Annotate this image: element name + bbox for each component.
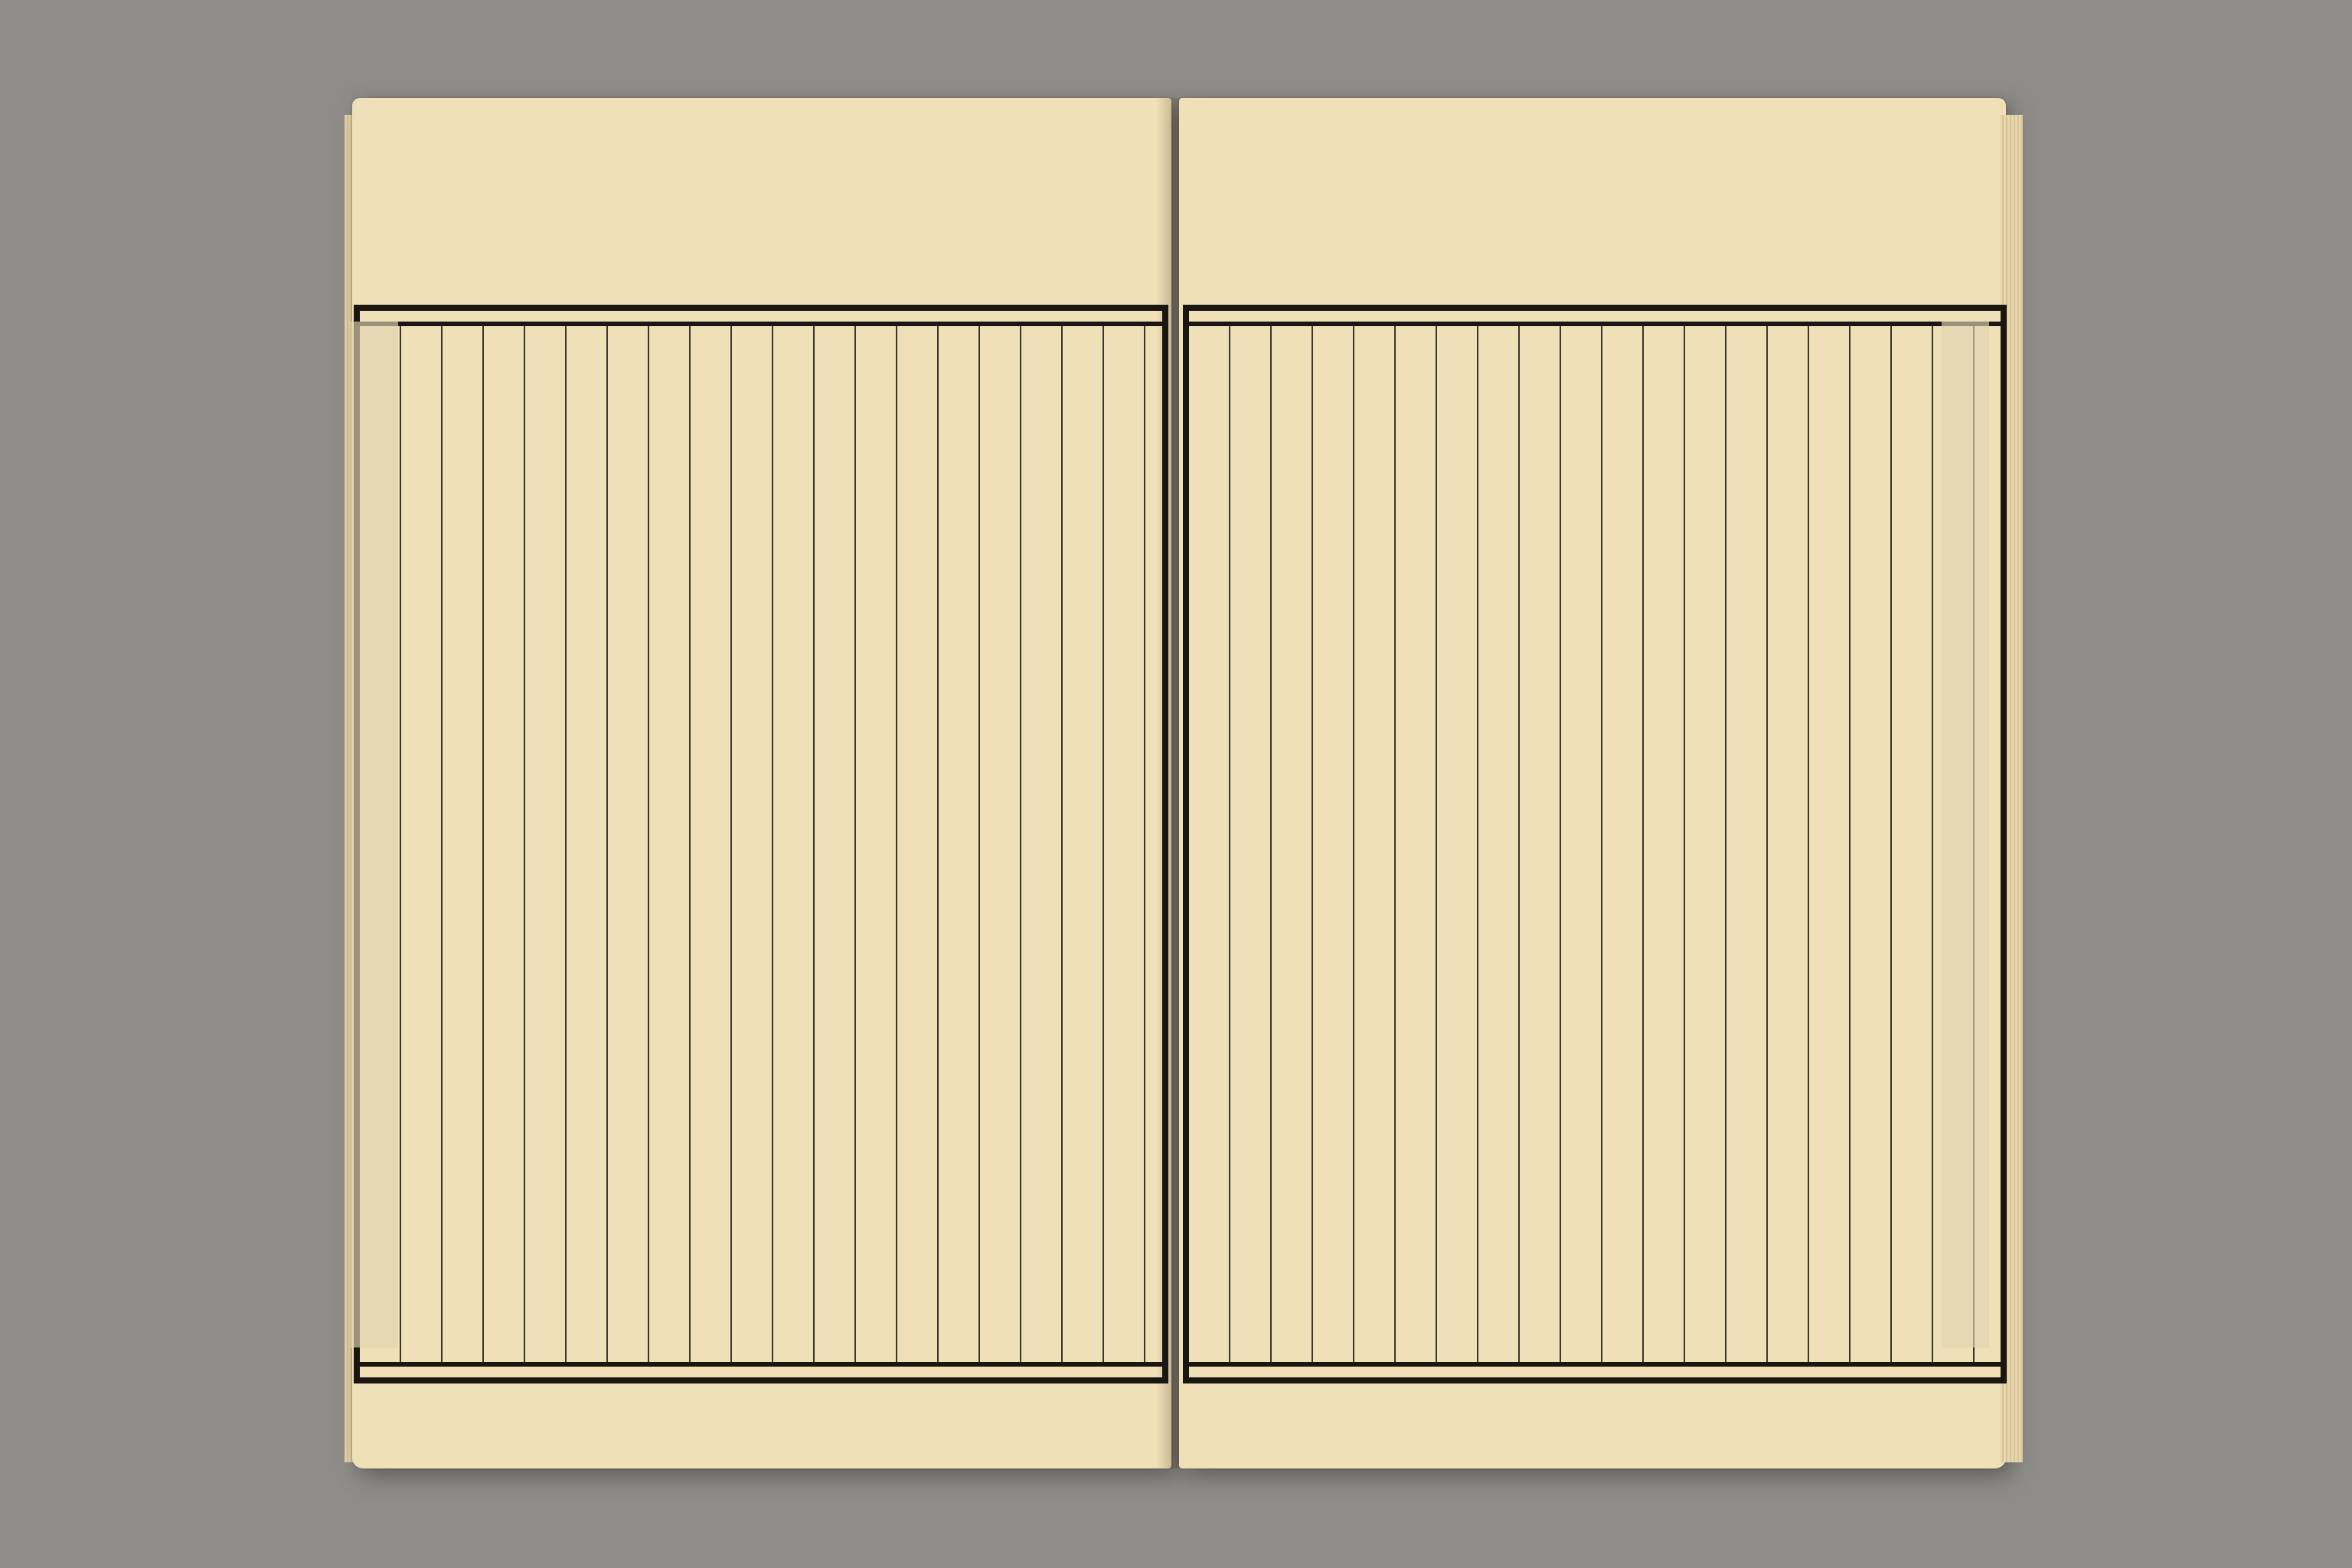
right-title-strip bbox=[1942, 322, 1989, 1348]
right-text-frame bbox=[1183, 305, 2007, 1383]
left-column-grid bbox=[360, 326, 1162, 1362]
right-bottom-rule bbox=[1189, 1362, 2001, 1367]
right-column-grid bbox=[1189, 326, 2001, 1362]
left-text-frame bbox=[354, 305, 1168, 1383]
left-bottom-rule bbox=[360, 1362, 1162, 1367]
left-title-strip bbox=[351, 322, 398, 1348]
